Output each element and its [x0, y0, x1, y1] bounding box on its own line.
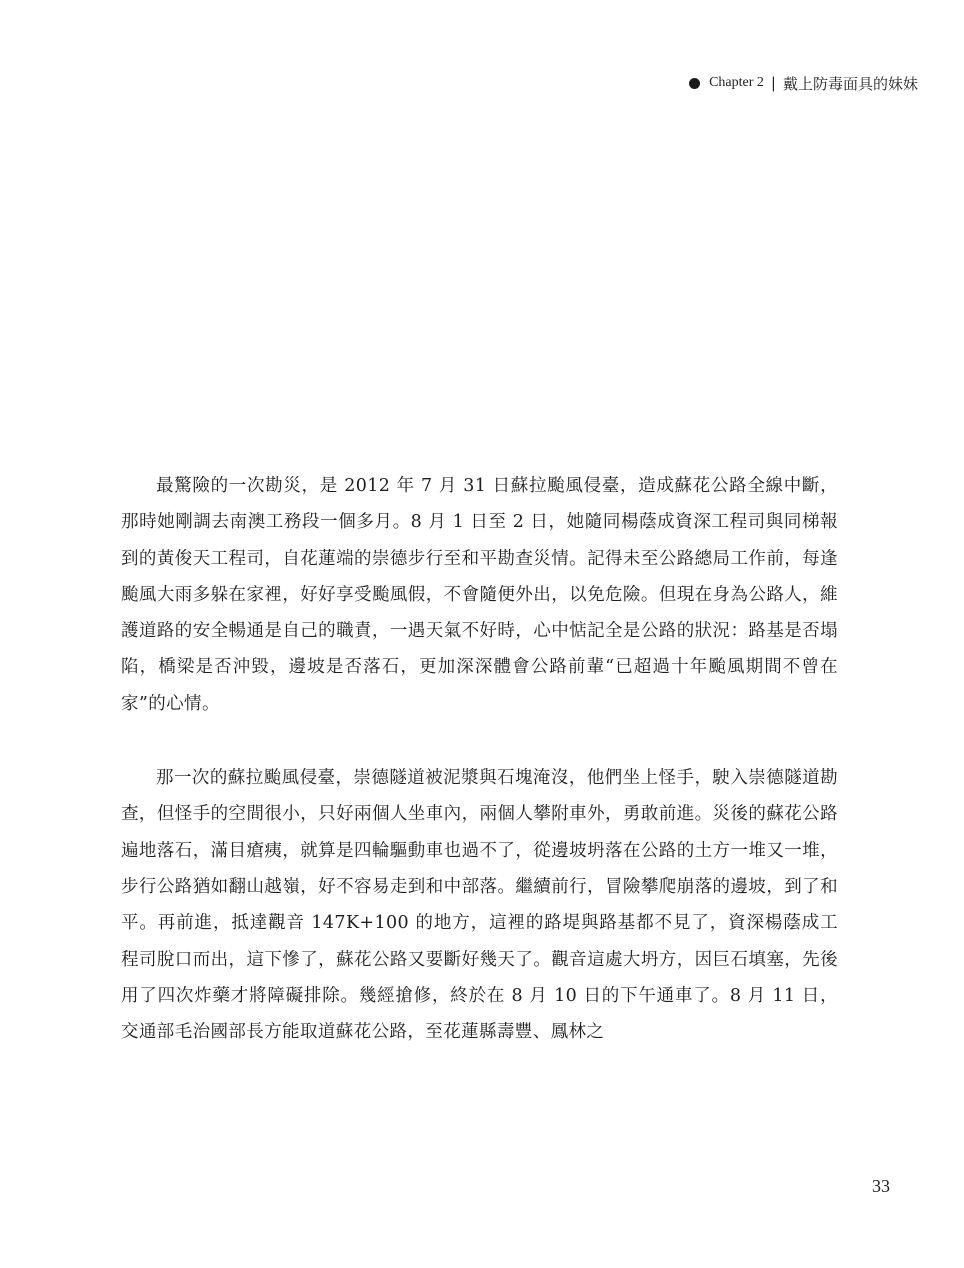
chapter-label: Chapter 2 — [709, 75, 764, 90]
chapter-title: 戴上防毒面具的妹妹 — [782, 74, 918, 93]
header-separator: | — [770, 74, 776, 92]
paragraph-2: 那一次的蘇拉颱風侵臺，崇德隧道被泥漿與石塊淹沒，他們坐上怪手，駛入崇德隧道勘查，但怪手的空間很小，只好兩個人坐車內，兩個人攀附車外，勇敢前進。災後的蘇花公路遍地落石，滿目瘡痍，就算是四輪驅動車也過不了，從邊坡坍落在公路的土方一堆又一堆，步行公路猶如翻山越嶺，好不容易走到和中部落。繼續前行，冒險攀爬崩落的邊坡，到了和平。再前進，抵達觀音 147K+100 的地方，這裡的路堤與路基都不見了，資深楊蔭成工程司脫口而出，這下慘了，蘇花公路又要斷好幾天了。觀音這處大坍方，因巨石填塞，先後用了四次炸藥才將障礙排除。幾經搶修，終於在 8 月 10 日的下午通車了。8 月 11 日，交通部毛治國部長方能取道蘇花公路，至花蓮縣壽豐、鳳林之 — [121, 768, 838, 1043]
body-text — [121, 468, 838, 1050]
running-header — [689, 70, 918, 96]
page-number: 33 — [872, 1176, 890, 1196]
bullet-icon — [689, 78, 700, 89]
paragraph-1: 最驚險的一次勘災，是 2012 年 7 月 31 日蘇拉颱風侵臺，造成蘇花公路全線中斷，那時她剛調去南澳工務段一個多月。8 月 1 日至 2 日，她隨同楊蔭成資深工程司與同梯報到的黃俊天工程司，自花蓮端的崇德步行至和平勘查災情。記得未至公路總局工作前，每逢颱風大雨多躲在家裡，好好享受颱風假，不會隨便外出，以免危險。但現在身為公路人，維護道路的安全暢通是自己的職責，一遇天氣不好時，心中惦記全是公路的狀況：路基是否塌陷，橋梁是否沖毀，邊坡是否落石，更加深深體會公路前輩“已超過十年颱風期間不曾在家”的心情。 — [121, 476, 838, 714]
